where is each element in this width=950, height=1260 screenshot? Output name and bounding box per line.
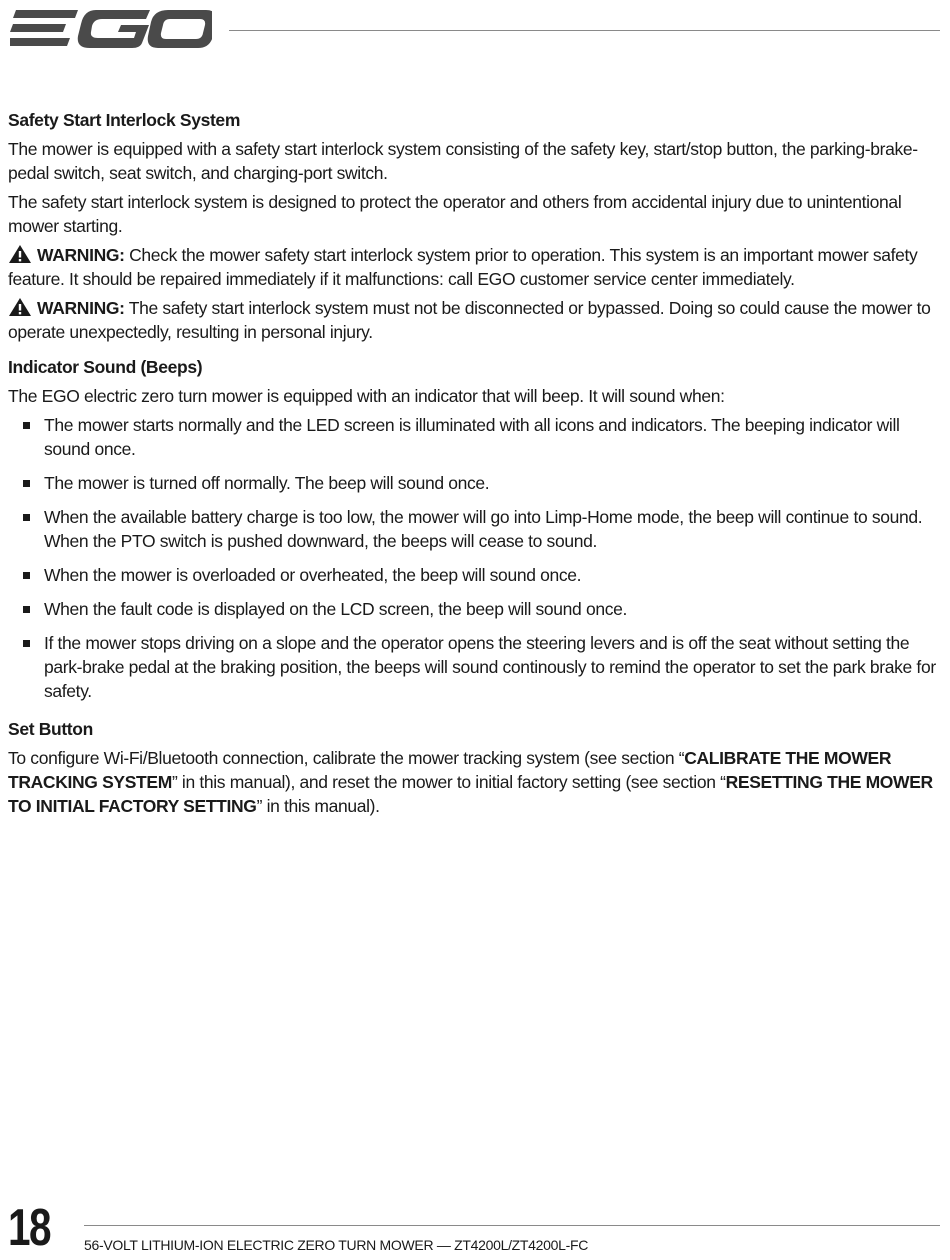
paragraph (8, 746, 942, 818)
bullet-list (8, 413, 942, 703)
list-item (8, 413, 942, 461)
page-header (0, 0, 950, 60)
warning-label: WARNING: (37, 245, 125, 265)
list-item (8, 563, 942, 587)
warning-triangle-icon (8, 297, 32, 317)
warning-text: Check the mower safety start interlock system prior to operation. This system is an important mower safety feature. It should be repaired immediately if it malfunctions: call EGO customer service center immediately. (8, 245, 918, 289)
section-reference: RESETTING THE MOWER TO INITIAL FACTORY SETTING (8, 772, 933, 816)
bullet-square-icon (23, 480, 30, 487)
warning-label: WARNING: (37, 298, 125, 318)
list-item-text: The mower starts normally and the LED screen is illuminated with all icons and indicators. The beeping indicator will sound once. (44, 415, 900, 459)
section-heading: Set Button (8, 719, 93, 739)
list-item (8, 471, 942, 495)
paragraph: The EGO electric zero turn mower is equipped with an indicator that will beep. It will sound when: (8, 386, 725, 406)
warning-paragraph (8, 243, 942, 291)
bullet-square-icon (23, 422, 30, 429)
bullet-square-icon (23, 514, 30, 521)
paragraph-text: ” in this manual), and reset the mower to initial factory setting (see section “ (171, 772, 726, 792)
bullet-square-icon (23, 606, 30, 613)
list-item-text: When the fault code is displayed on the LCD screen, the beep will sound once. (44, 599, 628, 619)
list-item-text: When the mower is overloaded or overheated, the beep will sound once. (44, 565, 582, 585)
bullet-square-icon (23, 640, 30, 647)
page-number: 18 (8, 1199, 50, 1257)
paragraph-text: To configure Wi-Fi/Bluetooth connection, calibrate the mower tracking system (see section “ (8, 748, 685, 768)
ego-logo-graphic (10, 6, 212, 52)
bullet-square-icon (23, 572, 30, 579)
ego-logo (10, 6, 212, 52)
page-content (8, 108, 942, 829)
header-divider (229, 30, 940, 31)
section-set-button (8, 717, 942, 818)
footer-divider (84, 1225, 940, 1226)
list-item-text: When the available battery charge is too low, the mower will go into Limp-Home mode, the beep will continue to sound. When the PTO switch is pushed downward, the beeps will cease to sound. (44, 507, 923, 551)
section-heading: Safety Start Interlock System (8, 110, 241, 130)
paragraph-text: ” in this manual). (256, 796, 380, 816)
warning-triangle-icon (8, 244, 32, 264)
list-item (8, 597, 942, 621)
footer-title: 56-VOLT LITHIUM-ION ELECTRIC ZERO TURN MOWER — ZT4200L/ZT4200L-FC (84, 1237, 589, 1253)
section-reference: CALIBRATE THE MOWER TRACKING SYSTEM (8, 748, 892, 792)
section-safety-interlock (8, 108, 942, 344)
section-indicator-sound (8, 355, 942, 703)
list-item-text: If the mower stops driving on a slope and the operator opens the steering levers and is off the seat without setting the park-brake pedal at the braking position, the beeps will sound continously to remind the operator to set the park brake for safety. (44, 633, 936, 701)
warning-paragraph (8, 296, 942, 344)
list-item-text: The mower is turned off normally. The beep will sound once. (44, 473, 490, 493)
list-item (8, 505, 942, 553)
section-heading: Indicator Sound (Beeps) (8, 357, 203, 377)
paragraph: The safety start interlock system is designed to protect the operator and others from accidental injury due to unintentional mower starting. (8, 192, 902, 236)
list-item (8, 631, 942, 703)
warning-text: The safety start interlock system must not be disconnected or bypassed. Doing so could cause the mower to operate unexpectedly, resulting in personal injury. (8, 298, 931, 342)
paragraph: The mower is equipped with a safety start interlock system consisting of the safety key, start/stop button, the parking-brake-pedal switch, seat switch, and charging-port switch. (8, 139, 918, 183)
